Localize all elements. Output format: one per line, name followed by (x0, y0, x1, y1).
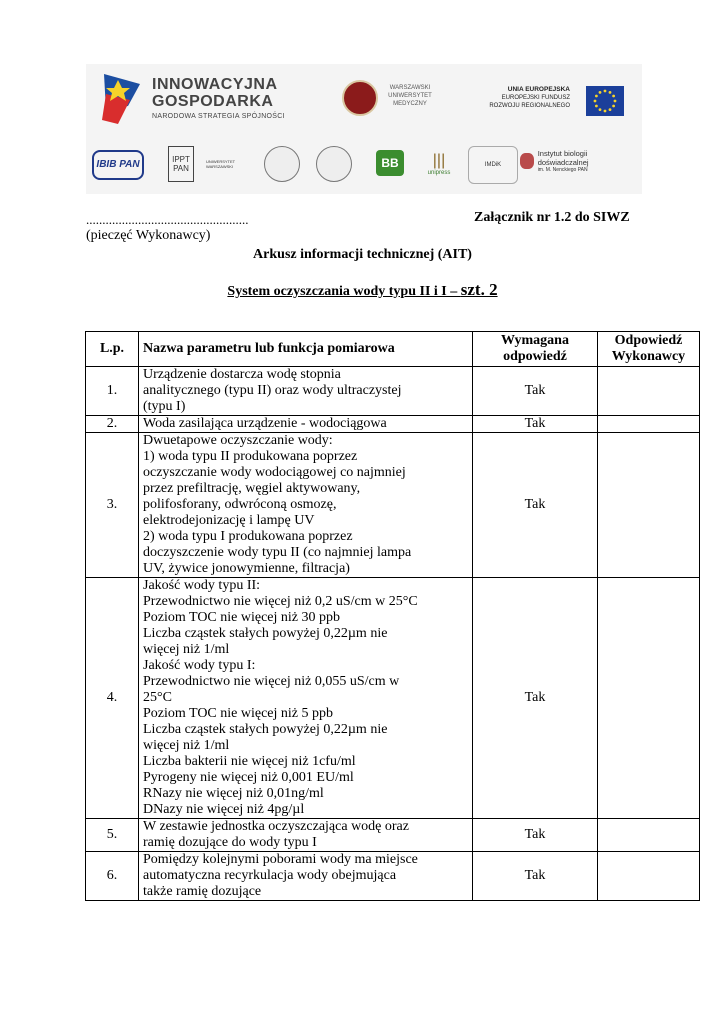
parameter-line: UV, żywice jonowymienne, filtracja) (143, 561, 350, 576)
ue-line-1: UNIA EUROPEJSKA (507, 86, 570, 93)
institute-seal-icon (264, 146, 300, 182)
ig-title-1: INNOWACYJNA (152, 76, 278, 93)
table-row (86, 852, 700, 901)
unipress-logo (424, 146, 454, 182)
row-answer[interactable] (598, 433, 700, 578)
table-row (86, 416, 700, 433)
insect-icon (520, 153, 534, 169)
ibd-logo (520, 146, 638, 176)
ibib-logo: IBIB PAN (92, 150, 144, 180)
ue-line-2: EUROPEJSKI FUNDUSZ (501, 95, 570, 101)
eu-logo (486, 82, 626, 122)
header-answer-1: Odpowiedź (614, 333, 683, 348)
parameter-line: więcej niż 1/ml (143, 642, 230, 657)
row-required: Tak (473, 433, 598, 578)
uw-logo: UNIWERSYTET WARSZAWSKI (206, 159, 236, 169)
table-row (86, 578, 700, 819)
table-row (86, 819, 700, 852)
unipress-text: unipress (427, 170, 451, 176)
row-answer[interactable] (598, 578, 700, 819)
stamp-label: (pieczęć Wykonawcy) (86, 228, 211, 243)
row-number: 4. (86, 578, 139, 819)
table-row (86, 433, 700, 578)
wum-line-1: WARSZAWSKI (389, 85, 431, 91)
parameter-line: Jakość wody typu II: (143, 578, 261, 593)
ippt-line-2: PAN (173, 164, 189, 173)
unipress-mark-icon: ||| (432, 152, 446, 169)
subtitle-main: System oczyszczania wody typu II i I – (227, 284, 461, 299)
parameter-line: więcej niż 1/ml (143, 738, 230, 753)
parameter-line: Liczba bakterii nie więcej niż 1cfu/ml (143, 754, 356, 769)
parameter-line: Przewodnictwo nie więcej niż 0,2 uS/cm w 25°C (143, 594, 418, 609)
ibd-line-2: im. M. Nenckiego PAN (537, 167, 588, 173)
eagle-seal-icon (342, 80, 378, 116)
document-subtitle (0, 280, 725, 300)
row-required: Tak (473, 416, 598, 433)
parameter-line: DNazy nie więcej niż 4pg/µl (143, 802, 305, 817)
header-param: Nazwa parametru lub funkcja pomiarowa (139, 332, 473, 367)
subtitle-quantity: szt. 2 (460, 280, 498, 299)
parameter-line: analitycznego (typu II) oraz wody ultraczystej (143, 383, 402, 398)
row-parameter (139, 819, 473, 852)
imdik-logo: IMDiK (468, 146, 518, 184)
parameter-line: Pyrogeny nie więcej niż 0,001 EU/ml (143, 770, 354, 785)
row-required: Tak (473, 367, 598, 416)
parameter-line: doczyszczenie wody typu II (co najmniej lampa (143, 545, 412, 560)
parameter-line: przez prefiltrację, węgiel aktywowany, (143, 481, 361, 496)
row-required: Tak (473, 852, 598, 901)
innowacyjna-gospodarka-logo (100, 70, 300, 130)
wum-line-3: MEDYCZNY (393, 101, 427, 107)
parameter-line: (typu I) (143, 399, 186, 414)
ig-subtitle: NARODOWA STRATEGIA SPÓJNOŚCI (152, 113, 285, 120)
header-required-1: Wymagana (501, 333, 569, 348)
parameter-line: Dwuetapowe oczyszczanie wody: (143, 433, 333, 448)
wum-logo (342, 80, 442, 124)
ibd-line-1: Instytut biologii doświadczalnej (537, 149, 589, 167)
ig-title-2: GOSPODARKA (152, 93, 274, 110)
signature-dots: .................................................. (86, 212, 249, 227)
header-required (473, 332, 598, 367)
row-required: Tak (473, 819, 598, 852)
row-parameter (139, 367, 473, 416)
parameter-line: oczyszczanie wody wodociągowej co najmniej (143, 465, 406, 480)
row-number: 2. (86, 416, 139, 433)
row-answer[interactable] (598, 416, 700, 433)
parameter-line: Urządzenie dostarcza wodę stopnia (143, 367, 341, 382)
academy-seal-icon (316, 146, 352, 182)
parameter-line: Jakość wody typu I: (143, 658, 256, 673)
parameter-line: 2) woda typu I produkowana poprzez (143, 529, 353, 544)
row-required: Tak (473, 578, 598, 819)
row-answer[interactable] (598, 852, 700, 901)
parameter-line: polifosforany, odwróconą osmozę, (143, 497, 337, 512)
row-answer[interactable] (598, 819, 700, 852)
parameter-line: Poziom TOC nie więcej niż 5 ppb (143, 706, 334, 721)
parameter-line: Liczba cząstek stałych powyżej 0,22µm nie (143, 722, 388, 737)
ig-flag-icon (100, 70, 146, 128)
row-parameter (139, 416, 473, 433)
row-number: 5. (86, 819, 139, 852)
parameter-line: Pomiędzy kolejnymi poborami wody ma miejsce (143, 852, 418, 867)
row-number: 1. (86, 367, 139, 416)
document-title: Arkusz informacji technicznej (AIT) (253, 247, 472, 262)
spec-table (85, 331, 700, 901)
parameter-line: RNazy nie więcej niż 0,01ng/ml (143, 786, 324, 801)
wum-line-2: UNIWERSYTET (388, 93, 432, 99)
parameter-line: 1) woda typu II produkowana poprzez (143, 449, 358, 464)
row-answer[interactable] (598, 367, 700, 416)
eu-flag-icon (586, 86, 624, 116)
annex-label: Załącznik nr 1.2 do SIWZ (474, 210, 630, 225)
row-parameter (139, 578, 473, 819)
header-answer-2: Wykonawcy (611, 349, 686, 364)
bb-logo: BB (376, 150, 404, 176)
header-answer (598, 332, 700, 367)
parameter-line: W zestawie jednostka oczyszczająca wodę oraz (143, 819, 409, 834)
row-number: 6. (86, 852, 139, 901)
ippt-line-1: IPPT (172, 155, 190, 164)
parameter-line: Przewodnictwo nie więcej niż 0,055 uS/cm w (143, 674, 400, 689)
parameter-line: Poziom TOC nie więcej niż 30 ppb (143, 610, 341, 625)
table-header-row (86, 332, 700, 367)
parameter-line: automatyczna recyrkulacja wody obejmująca (143, 868, 397, 883)
row-parameter (139, 852, 473, 901)
parameter-line: Liczba cząstek stałych powyżej 0,22µm nie (143, 626, 388, 641)
header-required-2: odpowiedź (503, 349, 567, 364)
table-row (86, 367, 700, 416)
partner-logos (88, 140, 640, 186)
parameter-line: elektrodejonizację i lampę UV (143, 513, 315, 528)
ue-line-3: ROZWOJU REGIONALNEGO (489, 103, 570, 109)
header-lp: L.p. (86, 332, 139, 367)
parameter-line: 25°C (143, 690, 172, 705)
parameter-line: Woda zasilająca urządzenie - wodociągowa (143, 416, 387, 431)
row-number: 3. (86, 433, 139, 578)
parameter-line: ramię dozujące do wody typu I (143, 835, 317, 850)
ippt-logo (168, 146, 194, 182)
table-body (86, 367, 700, 901)
row-parameter (139, 433, 473, 578)
parameter-line: także ramię dozujące (143, 884, 262, 899)
